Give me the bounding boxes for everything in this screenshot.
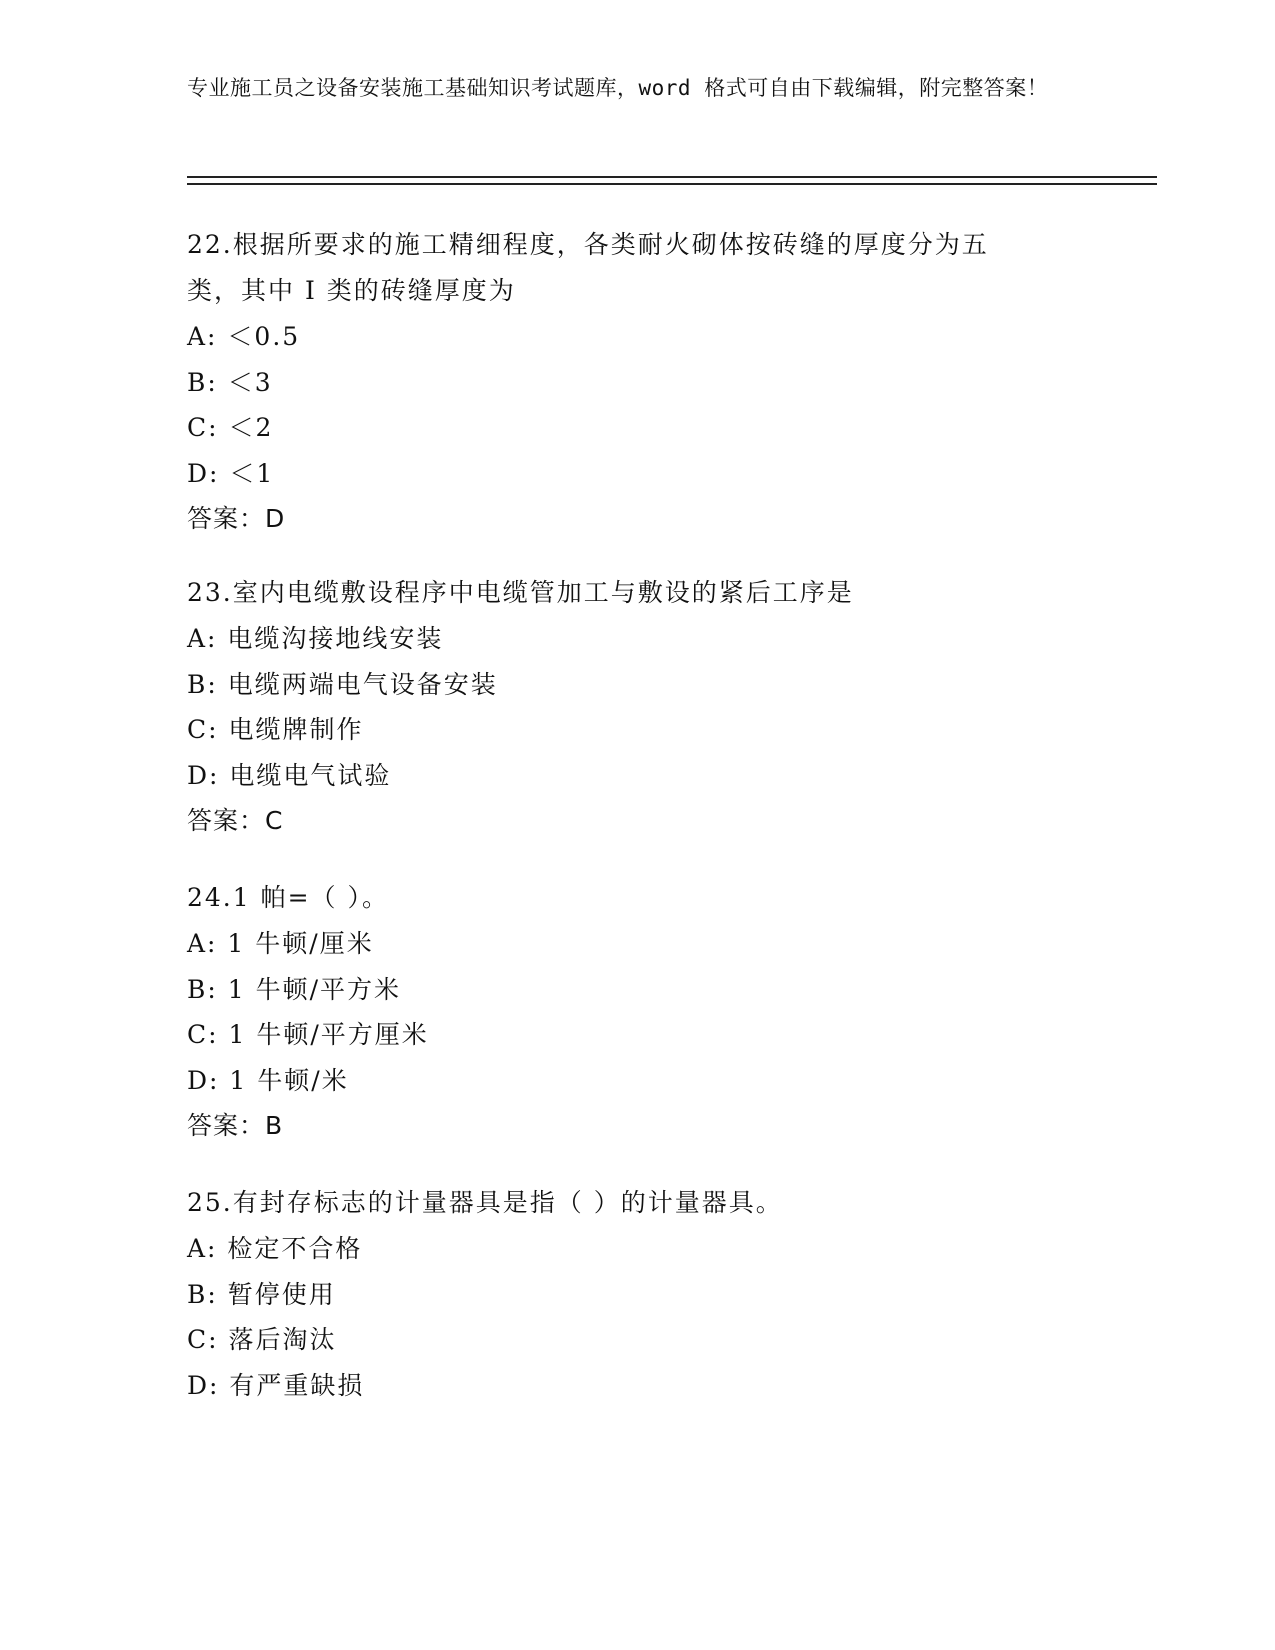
answer-line: 答案：B [187,1111,284,1140]
option-c: C: 1 牛顿/平方厘米 [187,1020,429,1049]
document-intro: 专业施工员之设备安装施工基础知识考试题库，word 格式可自由下载编辑，附完整答案！ [187,76,1049,100]
option-d: D: 有严重缺损 [187,1370,365,1400]
option-d: D: 1 牛顿/米 [187,1065,349,1095]
header-divider [187,176,1157,185]
option-b: B: ＜3 [187,367,273,397]
option-d: D: 电缆电气试验 [187,760,392,790]
question-22 [187,222,1087,542]
option-c: C: 落后淘汰 [187,1325,337,1354]
document-page [187,72,1157,1400]
question-24 [187,875,1087,1149]
question-stem: 22.根据所要求的施工精细程度，各类耐火砌体按砖缝的厚度分为五类，其中 I 类的砖缝厚度为 [187,230,989,305]
option-b: B: 暂停使用 [187,1279,336,1309]
question-stem: 24.1 帕=（ ）。 [187,883,390,912]
answer-line: 答案：D [187,504,286,533]
option-b: B: 1 牛顿/平方米 [187,974,402,1004]
option-a: A: ＜0.5 [187,322,301,351]
option-a: A: 电缆沟接地线安装 [187,624,444,653]
question-23 [187,570,1087,844]
question-25 [187,1180,1087,1408]
option-d: D: ＜1 [187,458,275,488]
question-stem: 25.有封存标志的计量器具是指（ ）的计量器具。 [187,1188,783,1217]
option-c: C: ＜2 [187,413,274,442]
option-c: C: 电缆牌制作 [187,715,364,744]
option-a: A: 检定不合格 [187,1234,363,1263]
question-stem: 23.室内电缆敷设程序中电缆管加工与敷设的紧后工序是 [187,578,854,607]
option-b: B: 电缆两端电气设备安装 [187,669,498,699]
answer-line: 答案：C [187,806,284,835]
option-a: A: 1 牛顿/厘米 [187,929,374,958]
